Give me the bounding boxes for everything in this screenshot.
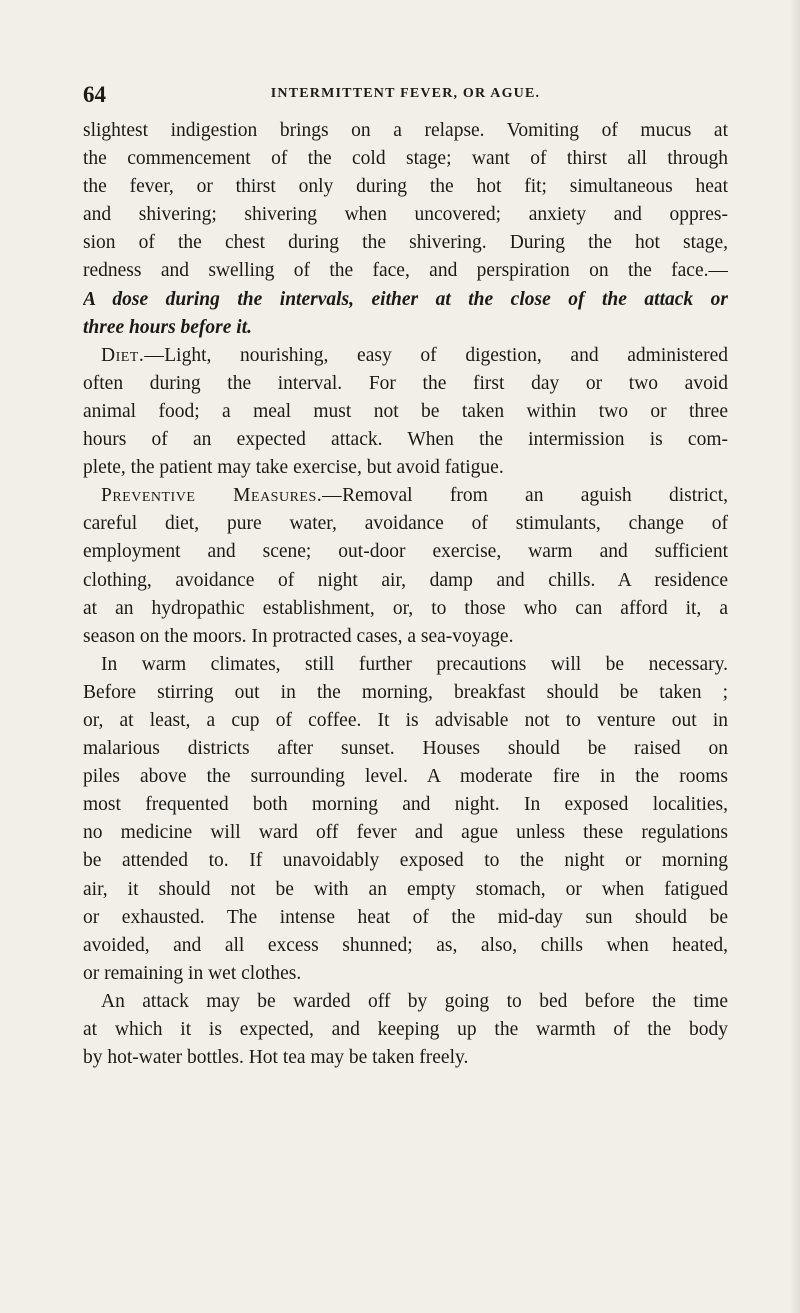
text-line: redness and swelling of the face, and perspiration on the face.— — [83, 260, 728, 282]
text-line: by hot-water bottles. Hot tea may be taken freely. — [83, 1047, 469, 1069]
page-number: 64 — [83, 82, 106, 107]
text-line: In warm climates, still further precautions will be necessary. — [101, 653, 728, 675]
text-line: avoided, and all excess shunned; as, also, chills when heated, — [83, 934, 728, 956]
text-line: An attack may be warded off by going to bed before the time — [101, 990, 728, 1012]
text-line: at which it is expected, and keeping up the warmth of the body — [83, 1019, 728, 1040]
preventive-paragraph-line — [83, 482, 728, 510]
text-line: clothing, avoidance of night air, damp and chills. A residence — [83, 569, 728, 591]
text-line: piles above the surrounding level. A moderate fire in the rooms — [83, 766, 728, 788]
text-line: and shivering; shivering when uncovered; anxiety and oppres- — [83, 204, 728, 226]
text-line: the commencement of the cold stage; want of thirst all through — [83, 148, 728, 170]
running-head — [83, 82, 728, 106]
text-line: sion of the chest during the shivering. During the hot stage, — [83, 232, 728, 254]
text-line: careful diet, pure water, avoidance of stimulants, change of — [83, 513, 728, 535]
text-line: or, at least, a cup of coffee. It is advisable not to venture out in — [83, 709, 728, 731]
text-line: at an hydropathic establishment, or, to those who can afford it, a — [83, 597, 728, 619]
text-line: or exhausted. The intense heat of the mid-day sun should be — [83, 906, 728, 928]
text-line: or remaining in wet clothes. — [83, 962, 302, 984]
preventive-text: Removal from an aguish district, — [342, 485, 728, 507]
page-edge-shadow — [790, 0, 800, 1313]
text-line: employment and scene; out-door exercise, warm and sufficient — [83, 541, 728, 563]
text-line: often during the interval. For the first day or two avoid — [83, 372, 728, 394]
dosage-line: A dose during the intervals, either at the close of the attack or — [83, 288, 728, 310]
text-line: air, it should not be with an empty stomach, or when fatigued — [83, 878, 728, 900]
text-line: the fever, or thirst only during the hot fit; simultaneous heat — [83, 176, 728, 198]
diet-paragraph-line — [83, 342, 728, 370]
text-line: malarious districts after sunset. Houses should be raised on — [83, 738, 728, 760]
preventive-heading: Preventive Measures.— — [101, 485, 343, 507]
dosage-line: three hours before it. — [83, 316, 253, 338]
running-title: INTERMITTENT FEVER, OR AGUE. — [270, 86, 541, 101]
diet-text: Light, nourishing, easy of digestion, and administered — [164, 344, 728, 366]
body-text — [83, 117, 728, 1072]
diet-heading: Diet.— — [101, 344, 165, 366]
text-line: hours of an expected attack. When the intermission is com- — [83, 429, 728, 451]
text-line: plete, the patient may take exercise, but avoid fatigue. — [83, 457, 504, 479]
text-line: most frequented both morning and night. In exposed localities, — [83, 794, 728, 816]
text-line: Before stirring out in the morning, breakfast should be taken ; — [83, 681, 728, 703]
text-line: season on the moors. In protracted cases, a sea-voyage. — [83, 625, 514, 647]
text-line: no medicine will ward off fever and ague unless these regulations — [83, 822, 728, 844]
text-line: be attended to. If unavoidably exposed to the night or morning — [83, 850, 728, 872]
text-line: slightest indigestion brings on a relapse. Vomiting of mucus at — [83, 120, 728, 141]
text-line: animal food; a meal must not be taken within two or three — [83, 400, 728, 422]
